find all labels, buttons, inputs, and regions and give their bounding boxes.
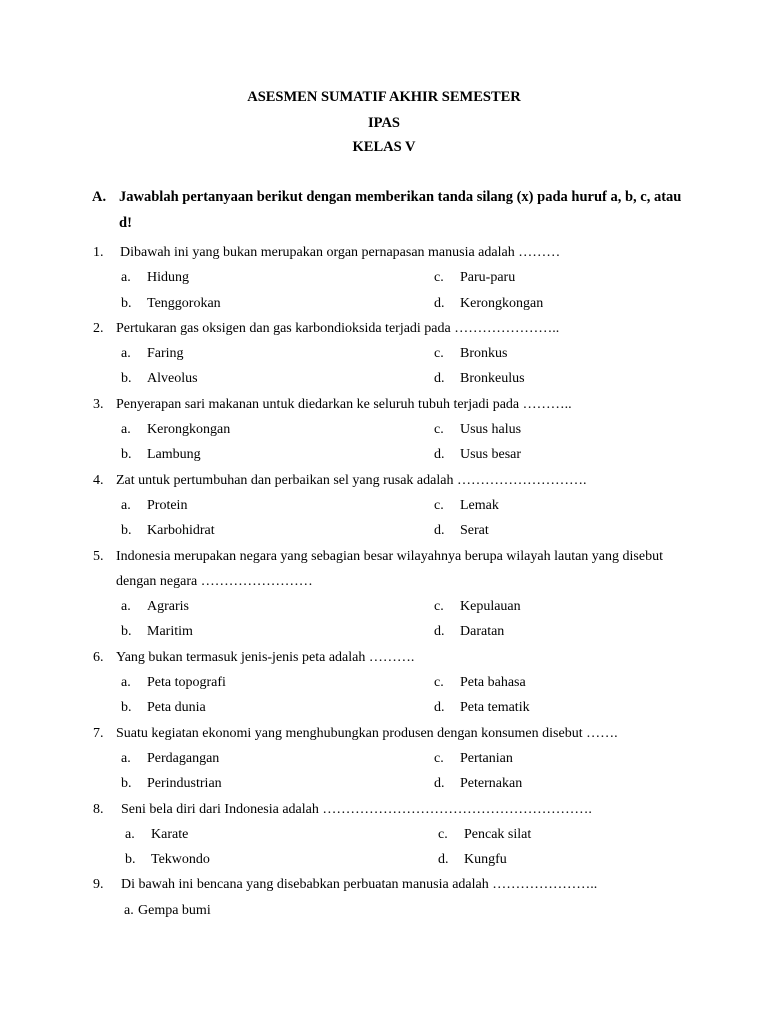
question-7: [0, 721, 768, 797]
option-text: Protein: [147, 497, 188, 513]
question-text: Suatu kegiatan ekonomi yang menghubungkan produsen dengan konsumen disebut …….: [116, 725, 618, 741]
question-number: 4.: [93, 472, 104, 488]
option-letter: a.: [125, 826, 135, 842]
option-text: Usus halus: [460, 422, 522, 438]
option-text: Serat: [460, 523, 489, 539]
option-letter: c.: [434, 750, 444, 766]
question-5: [0, 544, 768, 645]
option-text: Faring: [147, 346, 184, 362]
option-letter: b.: [121, 624, 132, 640]
option-text: Usus besar: [460, 447, 522, 463]
option-text: Hidung: [147, 270, 189, 286]
option-text: Kerongkongan: [147, 422, 231, 438]
question-number: 3.: [93, 396, 104, 412]
option-text: Perindustrian: [147, 776, 222, 792]
option-text: Bronkeulus: [460, 371, 525, 387]
option-letter: a.: [121, 750, 131, 766]
option-letter: d.: [434, 700, 445, 716]
section-text: Jawablah pertanyaan berikut dengan memberikan tanda silang (x) pada huruf a, b, c, atau d!: [119, 189, 682, 231]
exam-class: KELAS V: [352, 139, 416, 155]
question-text: Yang bukan termasuk jenis-jenis peta adalah ……….: [116, 649, 415, 665]
option-text: Paru-paru: [460, 270, 516, 286]
option-text: Gempa bumi: [138, 902, 211, 918]
option-letter: c.: [434, 497, 444, 513]
option-text: Peta topografi: [147, 675, 226, 691]
option-letter: c.: [438, 826, 448, 842]
option-text: Kerongkongan: [460, 295, 544, 311]
question-8: [0, 797, 768, 873]
question-number: 7.: [93, 725, 104, 741]
question-number: 8.: [93, 801, 104, 817]
option-text: Lemak: [460, 497, 499, 513]
exam-title: ASESMEN SUMATIF AKHIR SEMESTER: [247, 89, 521, 105]
option-text: Daratan: [460, 624, 505, 640]
option-letter: c.: [434, 346, 444, 362]
option-letter: c.: [434, 422, 444, 438]
question-2: [0, 316, 768, 392]
question-4: [0, 468, 768, 544]
option-letter: b.: [121, 523, 132, 539]
option-letter: d.: [434, 523, 445, 539]
question-1: [0, 240, 768, 316]
option-letter: a.: [121, 599, 131, 615]
question-text: Seni bela diri dari Indonesia adalah ………………………………………………….: [121, 801, 592, 817]
option-letter: a.: [124, 902, 134, 918]
option-letter: a.: [121, 422, 131, 438]
option-letter: b.: [121, 700, 132, 716]
question-text: Penyerapan sari makanan untuk diedarkan ke seluruh tubuh terjadi pada ………..: [116, 396, 572, 412]
option-letter: b.: [121, 447, 132, 463]
option-text: Perdagangan: [147, 750, 220, 766]
option-text: Lambung: [147, 447, 201, 463]
option-text: Tenggorokan: [147, 295, 221, 311]
option-text: Peta bahasa: [460, 675, 526, 691]
question-number: 9.: [93, 877, 104, 893]
option-letter: d.: [434, 624, 445, 640]
question-number: 5.: [93, 548, 104, 564]
option-letter: c.: [434, 270, 444, 286]
question-list: [0, 240, 768, 923]
question-number: 6.: [93, 649, 104, 665]
section-a-instruction: [92, 184, 692, 236]
option-letter: c.: [434, 599, 444, 615]
option-letter: b.: [121, 295, 132, 311]
question-text: Zat untuk pertumbuhan dan perbaikan sel yang rusak adalah ……………………….: [116, 472, 587, 488]
question-text: Indonesia merupakan negara yang sebagian besar wilayahnya berupa wilayah lautan yang disebut dengan negara ……………………: [116, 548, 663, 589]
option-text: Pertanian: [460, 750, 513, 766]
option-text: Maritim: [147, 624, 193, 640]
option-text: Peta tematik: [460, 700, 530, 716]
question-6: [0, 645, 768, 721]
question-9: [0, 872, 768, 923]
option-text: Kepulauan: [460, 599, 521, 615]
question-number: 1.: [93, 245, 104, 260]
question-number: 2.: [93, 320, 104, 336]
option-text: Tekwondo: [151, 852, 210, 868]
option-text: Agraris: [147, 599, 189, 615]
option-letter: d.: [434, 295, 445, 311]
option-letter: a.: [121, 497, 131, 513]
option-text: Pencak silat: [464, 826, 532, 842]
question-text: Dibawah ini yang bukan merupakan organ pernapasan manusia adalah ………: [120, 245, 561, 260]
option-letter: b.: [121, 776, 132, 792]
option-letter: b.: [125, 852, 136, 868]
option-letter: a.: [121, 346, 131, 362]
option-text: Alveolus: [147, 371, 198, 387]
exam-subject: IPAS: [368, 115, 400, 131]
option-letter: a.: [121, 270, 131, 286]
option-letter: d.: [438, 852, 449, 868]
option-letter: d.: [434, 776, 445, 792]
option-text: Peternakan: [460, 776, 523, 792]
option-text: Peta dunia: [147, 700, 206, 716]
option-letter: a.: [121, 675, 131, 691]
option-text: Karbohidrat: [147, 523, 215, 539]
option-text: Bronkus: [460, 346, 508, 362]
question-text: Pertukaran gas oksigen dan gas karbondioksida terjadi pada …………………..: [116, 320, 560, 336]
option-letter: b.: [121, 371, 132, 387]
section-letter: A.: [92, 189, 107, 205]
option-letter: c.: [434, 675, 444, 691]
question-text: Di bawah ini bencana yang disebabkan perbuatan manusia adalah …………………..: [121, 877, 598, 893]
option-letter: d.: [434, 371, 445, 387]
question-3: [0, 392, 768, 468]
option-text: Karate: [151, 826, 189, 842]
option-letter: d.: [434, 447, 445, 463]
option-text: Kungfu: [464, 852, 507, 868]
